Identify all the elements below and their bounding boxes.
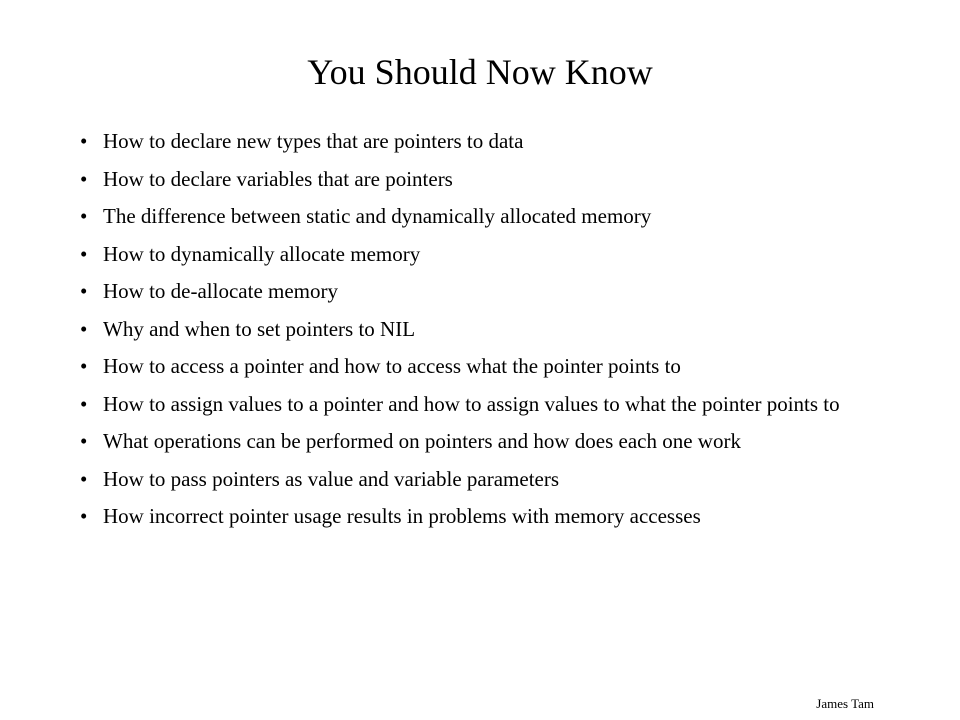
list-item: [80, 316, 900, 342]
bullet-icon: •: [80, 466, 88, 491]
footer-author: James Tam: [816, 696, 874, 711]
list-item: [80, 203, 900, 229]
bullet-icon: •: [80, 129, 88, 153]
bullet-text: How to pass pointers as value and variable parameters: [103, 466, 560, 491]
list-item: [80, 353, 900, 379]
bullet-icon: •: [80, 504, 88, 528]
bullet-icon: •: [80, 204, 88, 228]
list-item: [80, 241, 900, 267]
bullet-list: [80, 128, 900, 541]
list-item: [80, 166, 900, 192]
bullet-text: Why and when to set pointers to NIL: [103, 316, 416, 341]
bullet-icon: •: [80, 316, 88, 341]
bullet-text: How to de-allocate memory: [103, 279, 338, 303]
bullet-text: How to declare variables that are pointers: [103, 166, 453, 191]
list-item: [80, 278, 900, 304]
list-item: [80, 128, 900, 154]
bullet-icon: •: [80, 391, 88, 416]
bullet-text: The difference between static and dynamically allocated memory: [103, 204, 652, 228]
bullet-icon: •: [80, 241, 88, 266]
bullet-text: How to declare new types that are pointers to data: [103, 129, 524, 153]
list-item: [80, 391, 900, 417]
slide-title: You Should Now Know: [307, 52, 653, 92]
bullet-icon: •: [80, 279, 88, 303]
list-item: [80, 466, 900, 492]
bullet-text: How to dynamically allocate memory: [103, 241, 421, 266]
bullet-text: How incorrect pointer usage results in problems with memory accesses: [103, 504, 701, 528]
bullet-icon: •: [80, 354, 88, 378]
bullet-text: What operations can be performed on pointers and how does each one work: [103, 429, 741, 453]
list-item: [80, 503, 900, 529]
bullet-icon: •: [80, 166, 88, 191]
bullet-text: How to assign values to a pointer and how to assign values to what the pointer points to: [103, 391, 840, 416]
bullet-icon: •: [80, 429, 88, 453]
bullet-text: How to access a pointer and how to access what the pointer points to: [103, 354, 681, 378]
list-item: [80, 428, 900, 454]
